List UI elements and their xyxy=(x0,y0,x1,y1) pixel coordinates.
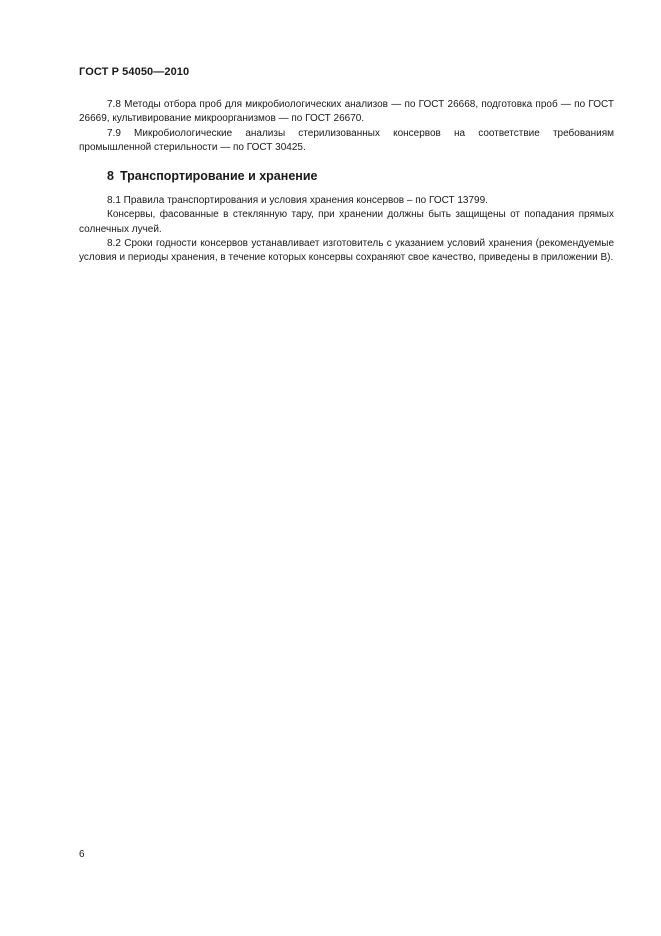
paragraph-glass-storage: Консервы, фасованные в стеклянную тару, при хранении должны быть защищены от попадания прямых солнечных лучей. xyxy=(79,209,614,235)
section-heading xyxy=(79,168,614,184)
paragraph-7-9: 7.9 Микробиологические анализы стерилизованных консервов на соответствие требованиям промышленной стерильности — по ГОСТ 30425. xyxy=(79,127,614,153)
paragraph-8-2: 8.2 Сроки годности консервов устанавливает изготовитель с указанием условий хранения (рекомендуемые условия и периоды хранения, в течение которых консервы сохраняют свое качество, приведены в приложении В). xyxy=(79,238,614,264)
section-number: 8 xyxy=(107,169,114,184)
document-body xyxy=(79,98,614,266)
document-code-header: ГОСТ Р 54050—2010 xyxy=(79,66,190,78)
page-number: 6 xyxy=(79,849,85,860)
paragraph-7-8: 7.8 Методы отбора проб для микробиологических анализов — по ГОСТ 26668, подготовка проб — по ГОСТ 26669, культивирование микроорганизмов — по ГОСТ 26670. xyxy=(79,99,614,125)
section-title: Транспортирование и хранение xyxy=(119,169,318,184)
paragraph-8-1: 8.1 Правила транспортирования и условия хранения консервов – по ГОСТ 13799. xyxy=(107,195,488,207)
